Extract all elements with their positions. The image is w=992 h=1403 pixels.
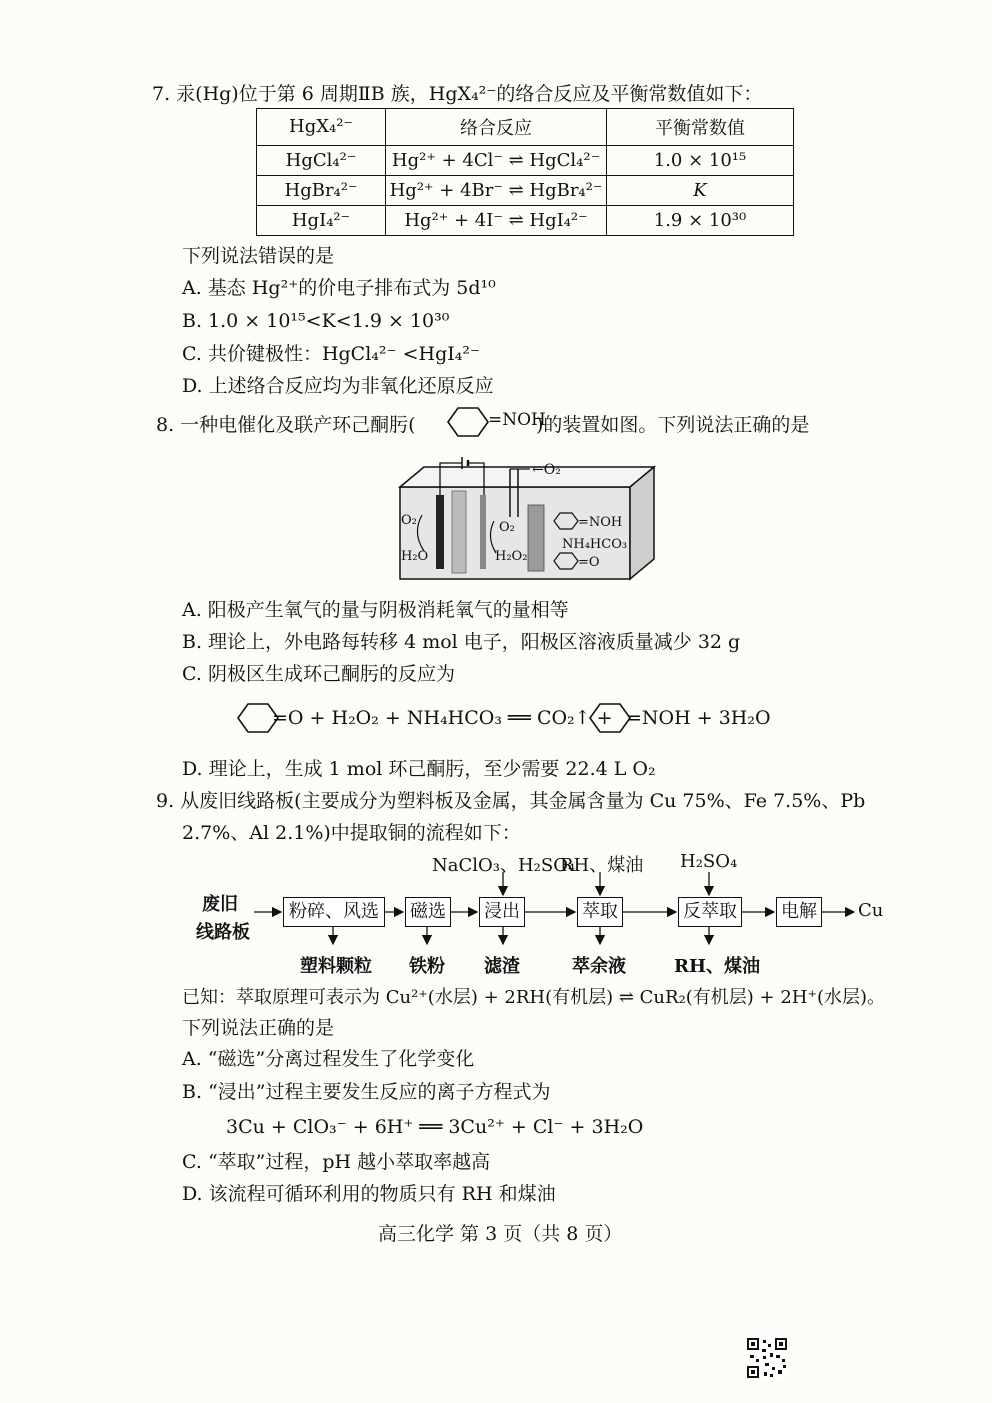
flow-output-plastic: 塑料颗粒: [300, 956, 372, 977]
flow-output-iron: 铁粉: [409, 956, 445, 977]
flow-step-extract: 萃取: [577, 897, 623, 927]
table-cell: HgI₄²⁻: [257, 205, 386, 235]
diagram-ketone: =O: [578, 555, 600, 570]
flow-input-leach: NaClO₃、H₂SO₄: [432, 855, 576, 876]
flow-start-2: 线路板: [196, 922, 250, 943]
qr-code-icon: [746, 1337, 788, 1379]
diagram-nh4hco3: NH₄HCO₃: [562, 537, 628, 552]
table-cell: Hg²⁺ + 4Cl⁻ ⇌ HgCl₄²⁻: [386, 145, 607, 175]
flow-input-extract: RH、煤油: [560, 855, 644, 876]
flow-input-strip: H₂SO₄: [680, 851, 738, 872]
q8-stem-b: )的装置如图。下列说法正确的是: [536, 414, 810, 436]
flow-step-electrolysis: 电解: [776, 897, 822, 927]
table-cell: HgCl₄²⁻: [257, 145, 386, 175]
table-header: 络合反应: [386, 109, 607, 146]
q7-stem: 7. 汞(Hg)位于第 6 周期ⅡB 族，HgX₄²⁻的络合反应及平衡常数值如下：: [152, 83, 763, 105]
table-header: HgX₄²⁻: [257, 109, 386, 146]
q7-option-d: D. 上述络合反应均为非氧化还原反应: [182, 375, 494, 397]
diagram-o2-left: O₂: [401, 513, 417, 528]
q8-option-a: A. 阳极产生氧气的量与阴极消耗氧气的量相等: [182, 599, 569, 621]
q8-stem-a: 8. 一种电催化及联产环己酮肟(: [156, 414, 416, 436]
flow-output-residue: 滤渣: [484, 956, 520, 977]
page-footer: 高三化学 第 3 页（共 8 页）: [378, 1223, 623, 1245]
table-cell: 1.0 × 10¹⁵: [607, 145, 794, 175]
q7-option-b: B. 1.0 × 10¹⁵<K<1.9 × 10³⁰: [182, 310, 450, 332]
q9-stem-1: 9. 从废旧线路板(主要成分为塑料板及金属，其金属含量为 Cu 75%、Fe 7.5%、Pb: [156, 790, 866, 812]
q9-stem-2: 2.7%、Al 2.1%)中提取铜的流程如下：: [182, 822, 521, 844]
q8-option-c: C. 阴极区生成环己酮肟的反应为: [182, 663, 455, 685]
q8-stem-mol: =NOH: [488, 410, 546, 430]
flow-step-magnetic: 磁选: [405, 897, 451, 927]
table-cell: HgBr₄²⁻: [257, 175, 386, 205]
q7-option-a: A. 基态 Hg²⁺的价电子排布式为 5d¹⁰: [182, 277, 496, 299]
q8-option-b: B. 理论上，外电路每转移 4 mol 电子，阳极区溶液质量减少 32 g: [182, 631, 741, 653]
q7-question: 下列说法错误的是: [182, 245, 335, 267]
q9-option-b-equation: 3Cu + ClO₃⁻ + 6H⁺ ══ 3Cu²⁺ + Cl⁻ + 3H₂O: [226, 1116, 644, 1138]
flow-step-strip: 反萃取: [678, 897, 742, 927]
q8-equation-b: =NOH + 3H₂O: [626, 707, 771, 729]
q9-known: 已知：萃取原理可表示为 Cu²⁺(水层) + 2RH(有机层) ⇌ CuR₂(有机层) + 2H⁺(水层)。: [182, 987, 886, 1008]
flow-product: Cu: [858, 900, 884, 921]
diagram-noh: =NOH: [578, 515, 623, 530]
table-cell: K: [607, 175, 794, 205]
table-cell: Hg²⁺ + 4I⁻ ⇌ HgI₄²⁻: [386, 205, 607, 235]
diagram-o2-mid: O₂: [499, 520, 515, 535]
flow-output-raffinate: 萃余液: [572, 956, 626, 977]
flow-step-leach: 浸出: [479, 897, 525, 927]
q8-equation-a: =O + H₂O₂ + NH₄HCO₃ ══ CO₂↑ +: [272, 707, 613, 729]
q7-option-c: C. 共价键极性：HgCl₄²⁻ <HgI₄²⁻: [182, 343, 481, 365]
flow-step-crush: 粉碎、风选: [283, 897, 385, 927]
diagram-o2-top: ←O₂: [532, 462, 561, 478]
diagram-h2o-left: H₂O: [401, 549, 429, 564]
flow-output-rh: RH、煤油: [674, 956, 760, 977]
table-cell: Hg²⁺ + 4Br⁻ ⇌ HgBr₄²⁻: [386, 175, 607, 205]
q8-option-d: D. 理论上，生成 1 mol 环己酮肟，至少需要 22.4 L O₂: [182, 758, 656, 780]
q9-option-d: D. 该流程可循环利用的物质只有 RH 和煤油: [182, 1183, 556, 1205]
flow-start-1: 废旧: [202, 894, 238, 915]
q9-option-b: B. “浸出”过程主要发生反应的离子方程式为: [182, 1081, 551, 1103]
q9-option-c: C. “萃取”过程，pH 越小萃取率越高: [182, 1151, 491, 1173]
diagram-h2o2: H₂O₂: [495, 549, 528, 564]
q9-option-a: A. “磁选”分离过程发生了化学变化: [182, 1048, 475, 1070]
table-cell: 1.9 × 10³⁰: [607, 205, 794, 235]
table-header: 平衡常数值: [607, 109, 794, 146]
q9-question: 下列说法正确的是: [182, 1017, 335, 1039]
